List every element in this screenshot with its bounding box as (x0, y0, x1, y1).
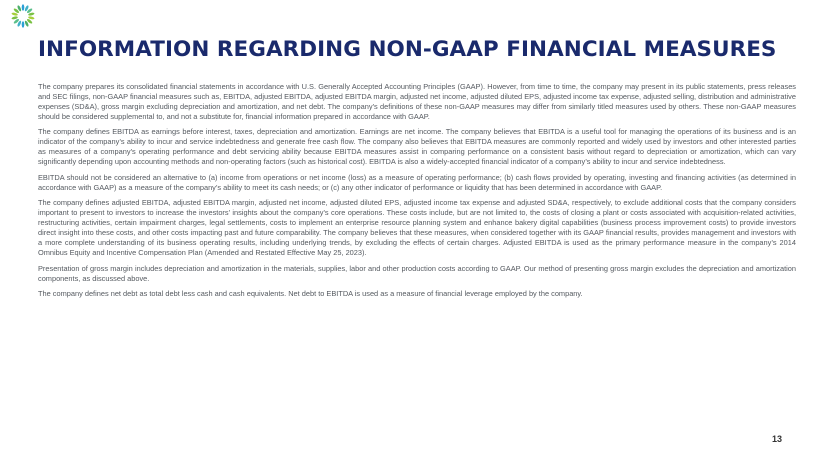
sunburst-logo-icon (9, 3, 37, 29)
paragraph-gross-margin: Presentation of gross margin includes depreciation and amortization in the materials, supplies, labor and other production costs according to GAAP. Our method of presenting gross margin excludes the depreciation and amortization components, as discussed above. (38, 263, 796, 283)
paragraph-net-debt: The company defines net debt as total debt less cash and cash equivalents. Net debt to EBITDA is used as a measure of financial leverage employed by the company. (38, 289, 583, 299)
paragraph-ebitda-definition: The company defines EBITDA as earnings before interest, taxes, depreciation and amortization. Earnings are net income. The company believes that EBITDA is a useful tool for managing the operations of its business and is an indicator of the company’s ability to incur and service indebtedness and generate free cash flow. The company also believes that EBITDA measures are commonly reported and widely used by investors and other interested parties as measures of a company’s operating performance and debt servicing ability because EBITDA measures assist in comparing performance on a consistent basis without regard to depreciation or amortization, which can vary significantly depending upon accounting methods and non-operating factors (such as historical cost). EBITDA is also a widely-accepted financial indicator of a company’s ability to incur and service indebtedness. (38, 127, 796, 167)
paragraph-gaap-overview: The company prepares its consolidated financial statements in accordance with U.S. Generally Accepted Accounting Principles (GAAP). However, from time to time, the company may present in its public statements, press releases and SEC filings, non-GAAP financial measures such as, EBITDA, adjusted EBITDA, adjusted EBITDA margin, adjusted net income, adjusted diluted EPS, adjusted income tax expense, adjusted selling, distribution and administrative expenses (SD&A), gross margin excluding depreciation and amortization, and net debt. The company’s definitions of these non-GAAP measures may differ from similarly titled measures used by others. These non-GAAP measures should be considered supplemental to, and not a substitute for, financial information prepared in accordance with GAAP. (38, 82, 796, 121)
page-number: 13 (771, 434, 782, 444)
paragraph-adjusted-measures: The company defines adjusted EBITDA, adjusted EBITDA margin, adjusted net income, adjusted diluted EPS, adjusted income tax expense and adjusted SD&A, respectively, to exclude additional costs that the company considers important to present to investors to increase the investors’ insights about the company’s core operations. These costs include, but are not limited to, the costs of closing a plant or costs associated with acquisition-related activities, restructuring activities, certain impairment charges, legal settlements, costs to implement an enterprise resource planning system and enhance bakery digital capabilities (business process improvement costs) to provide investors direct insight into these costs, and other costs impacting past and future comparability. The company believes that these measures, when considered together with its GAAP financial results, provides management and investors with a more complete understanding of its business operating results, including underlying trends, by excluding the effects of certain charges. Adjusted EBITDA is used as the primary performance measure in the company’s 2014 Omnibus Equity and Incentive Compensation Plan (Amended and Restated Effective May 25, 2023). (38, 198, 796, 258)
page-title: INFORMATION REGARDING NON-GAAP FINANCIAL MEASURES (38, 37, 777, 62)
body-text (38, 82, 796, 305)
paragraph-ebitda-alternative: EBITDA should not be considered an alternative to (a) income from operations or net income (loss) as a measure of operating performance; (b) cash flows provided by operating, investing and financing activities (as determined in accordance with GAAP) as a measure of the company’s ability to meet its cash needs; or (c) any other indicator of performance or liquidity that has been determined in accordance with GAAP. (38, 172, 796, 192)
